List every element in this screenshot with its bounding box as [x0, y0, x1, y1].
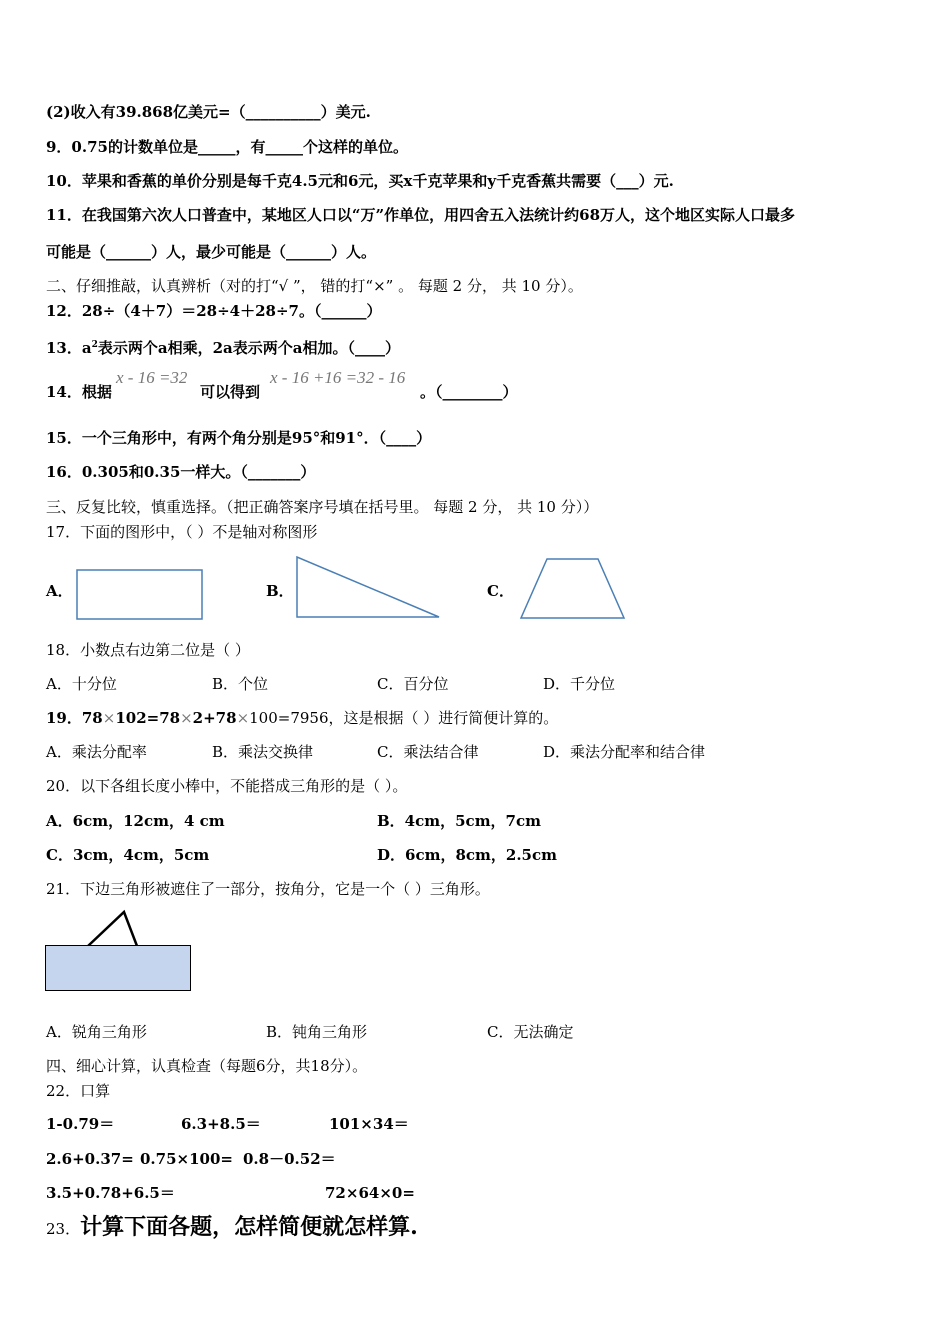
- right-triangle-shape: [296, 556, 442, 620]
- question-18: 18．小数点右边第二位是（ ）: [46, 641, 250, 659]
- q19-times-1: ×: [102, 709, 116, 727]
- q18-option-b: B．个位: [212, 675, 269, 693]
- question-10: 10．苹果和香蕉的单价分别是每千克4.5元和6元，买x千克苹果和y千克香蕉共需要（___）元.: [46, 172, 674, 190]
- q19-option-d: D．乘法分配率和结合律: [543, 743, 706, 761]
- q8-part2: (2)收入有39.868亿美元=（__________）美元.: [46, 103, 371, 121]
- cover-rectangle: [46, 946, 191, 991]
- q21-option-b: B．钝角三角形: [266, 1023, 368, 1041]
- question-21: 21．下边三角形被遮住了一部分，按角分，它是一个（ ）三角形。: [46, 880, 490, 898]
- q18-option-c: C．百分位: [377, 675, 449, 693]
- calc-item: 3.5+0.78+6.5＝: [46, 1184, 175, 1202]
- question-17: 17．下面的图形中，（ ）不是轴对称图形: [46, 523, 318, 541]
- question-15: 15．一个三角形中，有两个角分别是95°和91°．（____）: [46, 429, 432, 447]
- q17-option-c-label: C．: [487, 582, 514, 600]
- q19-part-b: 102=78: [115, 709, 181, 727]
- question-20: 20．以下各组长度小棒中，不能搭成三角形的是（ ）。: [46, 777, 408, 795]
- q19-part-d: 100=7956，这是根据（ ）进行简便计算的。: [249, 709, 559, 727]
- calc-item: 72×64×0=: [325, 1184, 415, 1202]
- q19-option-a: A．乘法分配率: [46, 743, 147, 761]
- q13-superscript: 2: [91, 340, 98, 350]
- triangle-visible-part: [88, 912, 137, 946]
- rectangle-outline: [77, 570, 202, 619]
- q18-option-d: D．千分位: [543, 675, 616, 693]
- q14-mid: 可以得到: [200, 383, 261, 401]
- question-23: [46, 1213, 418, 1243]
- q19-times-3: ×: [236, 709, 250, 727]
- calc-item: 1-0.79＝: [46, 1115, 115, 1133]
- q14-equation-1: x - 16 =32: [116, 368, 188, 387]
- section-4-heading: 四、细心计算，认真检查（每题6分，共18分）。: [46, 1057, 368, 1075]
- q14-equation-2: x - 16 +16 =32 - 16: [270, 368, 406, 387]
- q19-option-b: B．乘法交换律: [212, 743, 314, 761]
- question-19: [46, 708, 558, 728]
- section-2-heading: 二、仔细推敲，认真辨析（对的打“√ ”， 错的打“×” 。 每题 2 分， 共 10 分）。: [46, 277, 583, 295]
- question-22: 22．口算: [46, 1082, 111, 1100]
- calc-item: 2.6+0.37=: [46, 1150, 134, 1168]
- q19-part-c: 2+78: [192, 709, 237, 727]
- trapezoid-outline: [521, 559, 624, 618]
- q20-option-d: D．6cm，8cm，2.5cm: [377, 846, 557, 864]
- q23-text: 计算下面各题，怎样简便就怎样算.: [80, 1214, 418, 1240]
- q18-option-a: A．十分位: [46, 675, 117, 693]
- q13-pre: 13．a: [46, 339, 92, 357]
- q17-option-b-label: B．: [266, 582, 294, 600]
- triangle-outline: [297, 557, 439, 617]
- q19-option-c: C．乘法结合律: [377, 743, 479, 761]
- q13-post: 表示两个a相乘，2a表示两个a相加。（____）: [97, 339, 400, 357]
- rectangle-shape: [76, 569, 204, 621]
- calc-item: 0.75×100=: [140, 1150, 233, 1168]
- section-3-heading: 三、反复比较，慎重选择。（把正确答案序号填在括号里。 每题 2 分， 共 10 分））: [46, 498, 599, 516]
- q19-part-a: 19．78: [46, 709, 103, 727]
- question-11-line2: 可能是（______）人，最少可能是（______）人。: [46, 243, 377, 261]
- q21-option-c: C．无法确定: [487, 1023, 574, 1041]
- question-12: 12．28÷（4＋7）＝28÷4＋28÷7。（______）: [46, 302, 382, 320]
- q14-pre: 14．根据: [46, 383, 112, 401]
- covered-triangle-figure: [44, 908, 194, 994]
- q23-number: 23．: [46, 1220, 81, 1238]
- q19-times-2: ×: [180, 709, 193, 727]
- question-11-line1: 11．在我国第六次人口普查中，某地区人口以“万”作单位，用四舍五入法统计约68万人，这个地区实际人口最多: [46, 206, 796, 224]
- calc-item: 0.8－0.52＝: [243, 1150, 336, 1168]
- question-16: 16．0.305和0.35一样大。（_______）: [46, 463, 316, 481]
- q20-option-c: C．3cm，4cm，5cm: [46, 846, 210, 864]
- q20-option-b: B．4cm，5cm，7cm: [377, 812, 542, 830]
- q20-option-a: A．6cm，12cm，4 cm: [46, 812, 225, 830]
- trapezoid-shape: [519, 557, 627, 620]
- question-13: [46, 335, 400, 358]
- q14-post: 。（________）: [420, 383, 518, 401]
- q21-option-a: A．锐角三角形: [46, 1023, 147, 1041]
- calc-item: 101×34＝: [329, 1115, 409, 1133]
- q17-option-a-label: A．: [46, 582, 73, 600]
- calc-item: 6.3+8.5＝: [181, 1115, 261, 1133]
- question-9: 9．0.75的计数单位是_____，有_____个这样的单位。: [46, 138, 408, 156]
